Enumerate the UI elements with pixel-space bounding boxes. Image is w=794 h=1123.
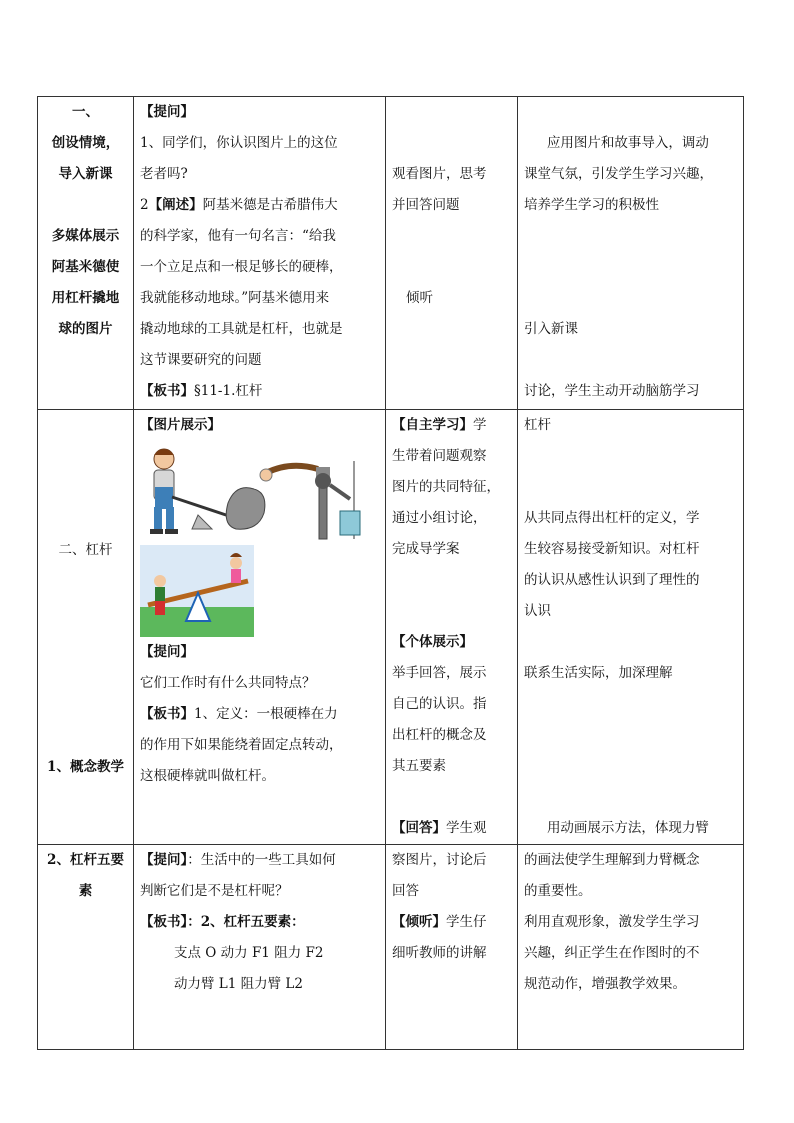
student-text: 出杠杆的概念及 [392,727,487,743]
stage-cell-intro [38,97,134,410]
tag-listen: 【倾听】 [392,914,446,930]
explanation-line [140,190,379,221]
intent-text: 联系生活实际，加深理解 [524,665,673,681]
board-line [140,376,379,407]
definition-text: 这根硬棒就叫做杠杆。 [140,768,275,784]
student-activity-cell [386,845,518,1050]
teacher-activity-cell [134,845,386,1050]
intent-text: 的画法使学生理解到力臂概念 [524,852,700,868]
self-study-line [392,410,511,441]
student-text: 通过小组讨论， [392,510,487,526]
student-activity-cell [386,97,518,410]
board-line [140,907,379,938]
man-prying-rock-icon [150,449,265,534]
table-row [38,845,744,1050]
student-text: 自己的认识。指 [392,696,487,712]
stage-title: 创设情境， [51,135,120,151]
listen-line [392,907,511,938]
student-text: 图片的共同特征， [392,479,500,495]
student-text: 学生观 [446,820,487,836]
intent-text: 兴趣，纠正学生在作图时的不 [524,945,700,961]
student-text: 回答 [392,883,419,899]
student-text: 观看图片，思考 [392,166,487,182]
intent-text: 认识 [524,603,551,619]
intent-text: 引入新课 [524,321,578,337]
stage-cell-lever [38,410,134,845]
student-text: 完成导学案 [392,541,460,557]
intent-text: 从共同点得出杠杆的定义，学 [524,510,700,526]
student-text: 举手回答，展示 [392,665,487,681]
explanation-text: 我就能移动地球。”阿基米德用来 [140,290,330,306]
stage-title: 导入新课 [58,166,113,182]
stage-media-note: 球的图片 [58,321,113,337]
intent-text: 用动画展示方法，体现力臂 [546,820,709,836]
intent-text: 杠杆 [524,417,551,433]
definition-text: 1、定义：一根硬棒在力 [194,706,338,722]
tag-picture: 【图片展示】 [140,417,221,433]
stage-cell-five-elements [38,845,134,1050]
item-number: 2 [140,197,149,213]
explanation-text: 这节课要研究的问题 [140,352,262,368]
intent-text: 课堂气氛，引发学生学习兴趣， [524,166,713,182]
seesaw-illustration [140,545,254,637]
tag-question: 【提问】 [140,852,188,868]
tag-explain: 【阐述】 [148,197,203,213]
intent-text: 的认识从感性认识到了理性的 [524,572,700,588]
student-text: 细听教师的讲解 [392,945,487,961]
intent-text: 规范动作，增强教学效果。 [524,976,686,992]
intent-text: 应用图片和故事导入，调动 [546,135,709,151]
stage-title: 二、杠杆 [58,542,113,558]
table-row [38,410,744,845]
design-intent-cell [518,97,744,410]
tag-answer: 【回答】 [392,820,446,836]
water-pump-icon [260,461,360,539]
stage-subtitle: 素 [78,883,93,899]
lesson-plan-table [37,96,744,1050]
tag-board: 【板书】 [140,706,194,722]
student-text: 学 [473,417,487,433]
board-heading: ：2、杠杆五要素： [187,914,305,930]
teacher-activity-cell [134,97,386,410]
stage-media-note: 用杠杆撬地 [51,290,120,306]
student-text: 生带着问题观察 [392,448,487,464]
intent-text: 利用直观形象，激发学生学习 [524,914,700,930]
tag-question: 【提问】 [140,104,194,120]
board-text: §11-1.杠杆 [194,383,263,399]
lever-examples-illustration [140,441,364,541]
definition-text: 的作用下如果能绕着固定点转动， [140,737,343,753]
teacher-activity-cell [134,410,386,845]
student-text: 倾听 [406,290,433,306]
student-activity-cell [386,410,518,845]
explanation-text: 一个立足点和一根足够长的硬棒， [140,259,343,275]
question-text: 1、同学们，你认识图片上的这位 [140,135,338,151]
student-text: 并回答问题 [392,197,460,213]
tag-question: 【提问】 [140,644,194,660]
stage-media-note: 阿基米德使 [51,259,120,275]
explanation-text: 阿基米德是古希腊伟大 [202,197,338,213]
design-intent-cell [518,845,744,1050]
tag-board: 【板书】 [140,383,194,399]
student-text: 察图片，讨论后 [392,852,487,868]
question-text: 老者吗? [140,166,188,182]
intent-text: 讨论，学生主动开动脑筋学习 [524,383,700,399]
question-text: ：生活中的一些工具如何 [187,852,336,868]
question-text: 它们工作时有什么共同特点？ [140,675,316,691]
tag-self-study: 【自主学习】 [392,417,473,433]
stage-subtitle: 1、概念教学 [47,759,124,775]
tag-board: 【板书】 [140,914,188,930]
table-row [38,97,744,410]
student-text: 其五要素 [392,758,446,774]
question-text: 判断它们是不是杠杆呢？ [140,883,289,899]
design-intent-cell [518,410,744,845]
board-line [140,699,379,730]
answer-line [392,813,511,844]
question-line [140,845,379,876]
intent-text: 培养学生学习的积极性 [524,197,659,213]
stage-subtitle: 2、杠杆五要 [47,852,124,868]
tag-individual-show: 【个体展示】 [392,634,473,650]
intent-text: 的重要性。 [524,883,592,899]
five-elements-line: 动力臂 L1 阻力臂 L2 [174,976,303,992]
stage-media-note: 多媒体展示 [51,228,120,244]
student-text: 学生仔 [446,914,487,930]
stage-number: 一、 [72,104,99,120]
intent-text: 生较容易接受新知识。对杠杆 [524,541,700,557]
five-elements-line: 支点 O 动力 F1 阻力 F2 [174,945,324,961]
explanation-text: 的科学家，他有一句名言：“给我 [140,228,336,244]
explanation-text: 撬动地球的工具就是杠杆，也就是 [140,321,343,337]
